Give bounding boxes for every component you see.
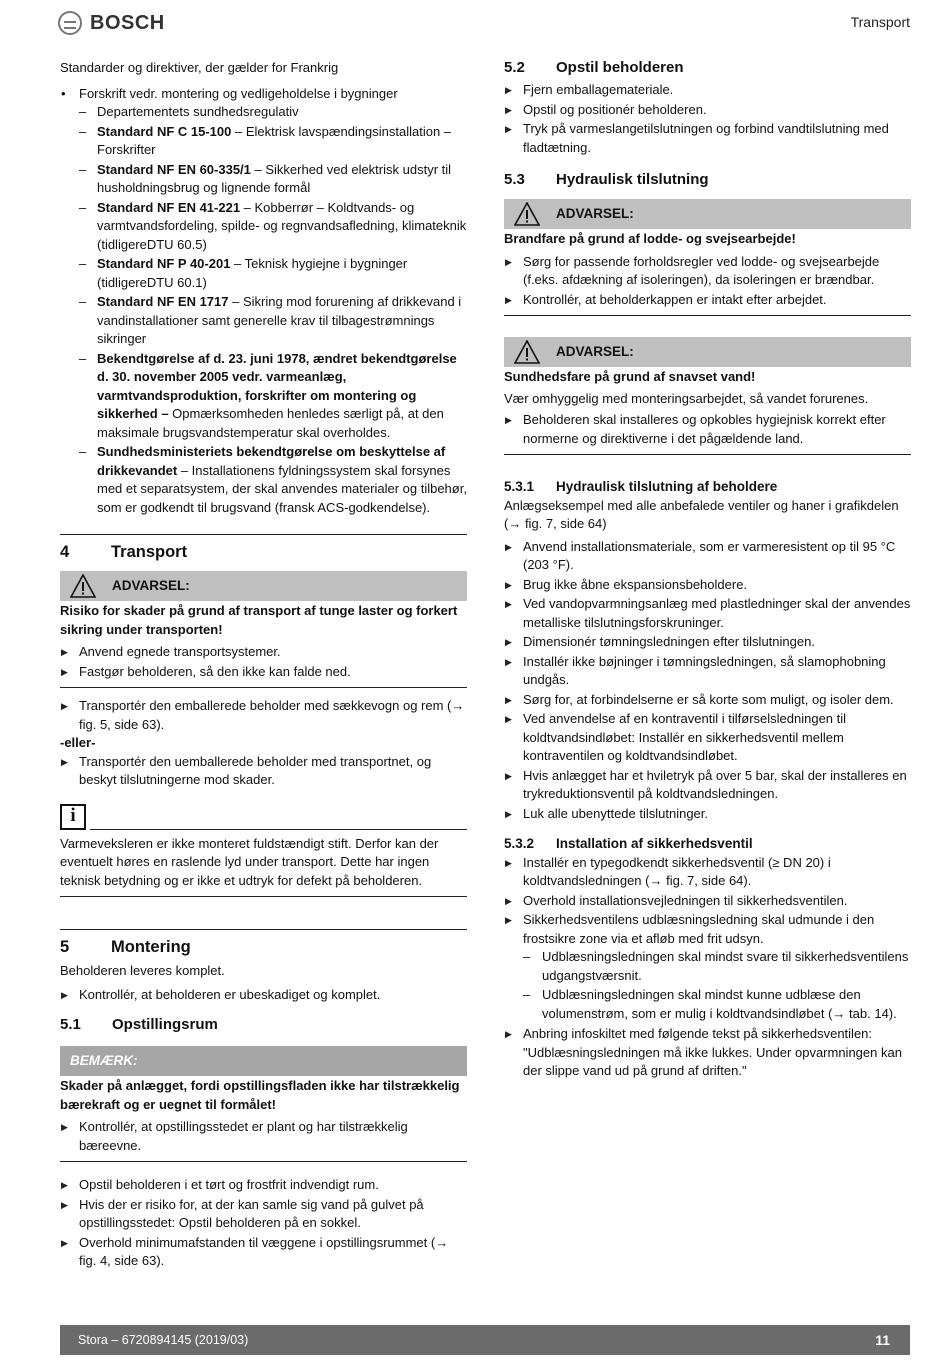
standard-name: Sundhedsministeriets bekendtgørelse om beskyttelse af drikkevandet — [97, 444, 446, 478]
warning-list — [504, 253, 911, 310]
info-icon: i — [60, 804, 86, 830]
standard-name: Standard NF EN 1717 — [97, 294, 229, 309]
section-title: Montering — [111, 938, 191, 956]
list-item: ▶ Anbring infoskiltet med følgende tekst på sikkerhedsventilen: "Udblæsningsledningen må ikke lukkes. Under opvarmningen kan der slippe vand ud på grund af driften." — [504, 1025, 911, 1081]
standard-item — [60, 293, 467, 349]
standard-item — [60, 161, 467, 198]
section-title: Opstillingsrum — [112, 1016, 218, 1033]
section-number: 5 — [60, 938, 70, 956]
standard-item — [60, 443, 467, 517]
warning-bar — [60, 571, 467, 601]
warning-label: ADVARSEL: — [556, 343, 634, 359]
section-number: 5.3.2 — [504, 836, 535, 851]
warning-bar — [504, 337, 911, 367]
standard-name: Standard NF EN 41-221 — [97, 199, 241, 215]
standard-description: Departementets sundhedsregulativ — [97, 104, 299, 119]
list-item: ▶ Transportér den emballerede beholder med sækkevogn og rem (→ fig. 5, side 63). — [60, 697, 467, 734]
list-item: ▶ Brug ikke åbne ekspansionsbeholdere. — [504, 576, 911, 595]
header-section-title: Transport — [850, 14, 910, 30]
standard-item — [60, 103, 467, 122]
section-4-heading — [60, 534, 467, 567]
section-text: Beholderen leveres komplet. — [60, 963, 225, 978]
section-number: 4 — [60, 543, 70, 561]
standards-list — [60, 103, 467, 517]
list-item: ▶ Overhold installationsvejledningen til sikkerhedsventilen. — [504, 892, 911, 911]
section-5-3-heading — [504, 171, 911, 193]
brand-name: BOSCH — [90, 11, 165, 34]
list-item: ▶ Fastgør beholderen, så den ikke kan falde ned. — [60, 663, 467, 682]
warning-title: Brandfare på grund af lodde- og svejsearbejde! — [504, 231, 796, 246]
section-text: Anlægseksempel med alle anbefalede ventiler og haner i grafikdelen (→ fig. 7, side 64) — [504, 497, 899, 531]
setup-list — [504, 81, 911, 157]
list-item: ▶ Installér ikke bøjninger i tømningsledningen, så slamophobning undgås. — [504, 653, 911, 690]
section-number: 5.2 — [504, 59, 525, 76]
page-footer — [60, 1325, 910, 1355]
list-item: ▶ Kontrollér, at beholderen er ubeskadiget og komplet. — [60, 986, 467, 1005]
safety-valve-sublist — [504, 948, 911, 1023]
list-item: ▶ Overhold minimumafstanden til væggene i opstillingsrummet (→ fig. 4, side 63). — [60, 1234, 467, 1271]
list-item: ▶ Tryk på varmeslangetilslutningen og forbind vandtilslutning med fladtætning. — [504, 120, 911, 157]
standard-name: Standard NF P 40-201 — [97, 256, 231, 271]
standard-item — [60, 123, 467, 160]
bosch-armature-icon — [58, 11, 82, 35]
list-item: ▶ Kontrollér, at beholderkappen er intakt efter arbejdet. — [504, 291, 911, 310]
standard-name: Bekendtgørelse af d. 23. juni 1978, ændret bekendtgørelse d. 30. november 2005 vedr. varmeanlæg, varmtvandsproduktion, forskrifter om montering og sikkerhed – — [97, 350, 457, 421]
standard-item — [60, 350, 467, 443]
list-item: ▶ Opstil beholderen i et tørt og frostfrit indvendigt rum. — [60, 1176, 467, 1195]
standard-item — [60, 255, 467, 292]
section-title: Opstil beholderen — [556, 59, 684, 76]
notice-bar — [60, 1046, 467, 1076]
standard-description: – Kobberrør – Koldtvands- og varmtvandsfordeling, spilde- og regnvandsafledning, klimateknik (tidligereDTU 60.5) — [97, 199, 467, 252]
section-title: Transport — [111, 543, 188, 561]
left-column — [60, 59, 467, 1271]
info-box — [60, 804, 467, 830]
section-number: 5.3 — [504, 171, 525, 188]
standard-description: – Installationens fyldningssystem skal forsynes med et separatsystem, der skal anvendes materialer og tilbehør, som er godkendt til brugsvand (fransk ACS-godkendelse). — [97, 462, 467, 515]
standard-description: – Teknisk hygiejne i bygninger (tidligereDTU 60.1) — [97, 256, 408, 290]
warning-text: Vær omhyggelig med monteringsarbejdet, så vandet forurenes. — [504, 390, 869, 406]
right-column — [504, 59, 911, 1081]
section-5-3-2-heading — [504, 835, 911, 854]
section-5-1-heading — [60, 1016, 467, 1038]
list-item: ▶ Hvis anlægget har et hviletryk på over 5 bar, skal der installeres en trykreduktionsventil på koldtvandsledningen. — [504, 767, 911, 804]
list-item: ▶ Sørg for, at forbindelserne er så korte som muligt, og isoler dem. — [504, 691, 911, 710]
hydraulic-list — [504, 538, 911, 824]
warning-triangle-icon — [70, 574, 96, 598]
standards-intro: Standarder og direktiver, der gælder for Frankrig — [60, 60, 339, 75]
list-item: ▶ Dimensionér tømningsledningen efter tilslutningen. — [504, 633, 911, 652]
notice-title: Skader på anlægget, fordi opstillingsfladen ikke har tilstrækkelig bærekraft og er uegnet til formålet! — [60, 1078, 460, 1112]
list-item: ▶ Sørg for passende forholdsregler ved lodde- og svejsearbejde (f.eks. afdækning af isoleringen), da isoleringen er brændbar. — [504, 253, 911, 290]
list-item: ▶ Anvend egnede transportsystemer. — [60, 643, 467, 662]
section-title: Hydraulisk tilslutning — [556, 171, 709, 188]
list-item: ▶ Transportér den uemballerede beholder med transportnet, og beskyt tilslutningerne mod skader. — [60, 753, 467, 790]
list-item: ▶ Opstil og positionér beholderen. — [504, 101, 911, 120]
list-item: ▶ Kontrollér, at opstillingsstedet er plant og har tilstrækkelig bæreevne. — [60, 1118, 467, 1155]
list-item: ▶ Luk alle ubenyttede tilslutninger. — [504, 805, 911, 824]
notice-label: BEMÆRK: — [70, 1052, 138, 1068]
warning-title: Risiko for skader på grund af transport af tunge laster og forkert sikring under transporten! — [60, 603, 458, 637]
page-number: 11 — [875, 1331, 890, 1348]
list-item: ▶ Sikkerhedsventilens udblæsningsledning skal udmunde i den frostsikre zone via et afløb med frit udsyn. — [504, 911, 911, 948]
safety-valve-list — [504, 854, 911, 949]
list-item: ▶ Anvend installationsmateriale, som er varmeresistent op til 95 °C (203 °F). — [504, 538, 911, 575]
standard-name: Standard NF C 15-100 — [97, 123, 232, 139]
warning-triangle-icon — [514, 340, 540, 364]
section-number: 5.1 — [60, 1016, 81, 1033]
warning-title: Sundhedsfare på grund af snavset vand! — [504, 369, 756, 384]
document-id: Stora – 6720894145 (2019/03) — [78, 1332, 249, 1347]
warning-triangle-icon — [514, 202, 540, 226]
list-item: ▶ Beholderen skal installeres og opkobles hygiejnisk korrekt efter normerne og direktiverne i det pågældende land. — [504, 411, 911, 448]
section-title: Hydraulisk tilslutning af beholdere — [556, 479, 778, 494]
list-item: ▶ Fjern emballagemateriale. — [504, 81, 911, 100]
standard-description: Opmærksomheden henledes særligt på, at den maksimale brugsvandstemperatur skal overholdes. — [97, 406, 444, 440]
warning-label: ADVARSEL: — [112, 577, 190, 593]
list-item: – Udblæsningsledningen skal mindst kunne udblæse den volumenstrøm, som er mulig i koldtvandsindløbet (→ tab. 14). — [504, 986, 911, 1023]
warning-label: ADVARSEL: — [556, 205, 634, 221]
standard-name: Standard NF EN 60-335/1 — [97, 161, 251, 177]
list-item: ▶ Ved vandopvarmningsanlæg med plastledninger skal der anvendes metalliske tilslutningsforskruninger. — [504, 595, 911, 632]
list-item: – Udblæsningsledningen skal mindst svare til sikkerhedsventilens udgangstværsnit. — [504, 948, 911, 985]
section-number: 5.3.1 — [504, 479, 535, 494]
bosch-logo — [58, 10, 165, 36]
alternative-label: -eller- — [60, 735, 96, 750]
list-item: ▶ Installér en typegodkendt sikkerhedsventil (≥ DN 20) i koldtvandsledningen (→ fig. 7, side 64). — [504, 854, 911, 891]
section-5-2-heading — [504, 59, 911, 81]
standard-description: – Sikkerhed ved elektrisk udstyr til husholdningsbrug og lignende formål — [97, 161, 452, 195]
standards-bullet: • Forskrift vedr. montering og vedligeholdelse i bygninger — [60, 85, 467, 104]
warning-bar — [504, 199, 911, 229]
standard-description: – Sikring mod forurening af drikkevand i vandinstallationer samt generelle krav til tilbagestrømnings sikringer — [97, 294, 462, 346]
setup-room-list — [60, 1176, 467, 1271]
section-title: Installation af sikkerhedsventil — [556, 836, 753, 851]
list-item: ▶ Hvis der er risiko for, at der kan samle sig vand på gulvet på opstillingsstedet: Opstil beholderen på en sokkel. — [60, 1196, 467, 1233]
info-text: Varmeveksleren er ikke monteret fuldstændigt stift. Derfor kan der eventuelt høres en raslende lyd under transport. Dette har ingen teknisk betydning og er ikke et udtryk for defekt på beholderen. — [60, 835, 439, 888]
list-item: ▶ Ved anvendelse af en kontraventil i tilførselsledningen til koldtvandsindløbet: Installér en sikkerhedsventil mellem kontraventilen og koldtvandsindløbet. — [504, 710, 911, 766]
section-5-heading — [60, 929, 467, 962]
standard-description: – Elektrisk lavspændingsinstallation – Forskrifter — [97, 123, 452, 157]
standard-item — [60, 199, 467, 255]
section-5-3-1-heading — [504, 478, 911, 497]
